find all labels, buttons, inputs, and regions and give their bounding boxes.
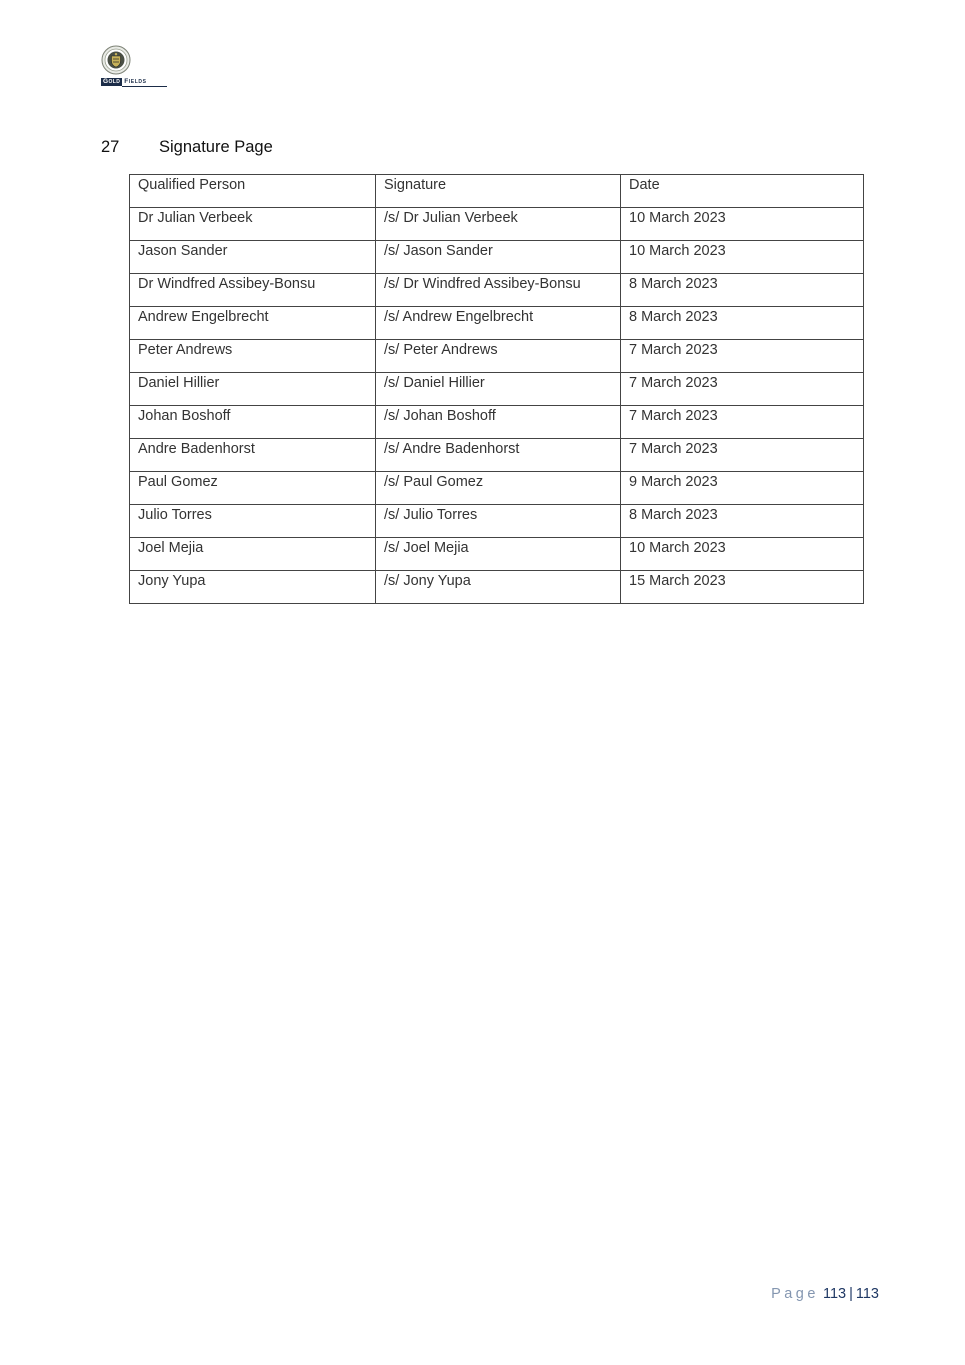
section-title: Signature Page [159,138,273,156]
cell-qualified-person: Paul Gomez [130,472,376,505]
cell-date: 10 March 2023 [621,538,864,571]
page-footer [771,1286,879,1302]
cell-qualified-person: Dr Julian Verbeek [130,208,376,241]
page-number: 113 [822,1286,847,1302]
section-heading [101,138,273,157]
header-qualified-person: Qualified Person [130,175,376,208]
table-row [130,340,864,373]
cell-date: 7 March 2023 [621,373,864,406]
cell-date: 10 March 2023 [621,208,864,241]
total-pages: 113 [855,1286,879,1302]
table-row [130,472,864,505]
signature-table [129,174,864,604]
cell-signature: /s/ Peter Andrews [376,340,621,373]
cell-signature: /s/ Jason Sander [376,241,621,274]
table-row [130,307,864,340]
cell-qualified-person: Dr Windfred Assibey-Bonsu [130,274,376,307]
header-signature: Signature [376,175,621,208]
table-row [130,571,864,604]
table-row [130,373,864,406]
cell-qualified-person: Julio Torres [130,505,376,538]
gold-fields-logo [101,45,167,87]
cell-signature: /s/ Joel Mejia [376,538,621,571]
cell-qualified-person: Joel Mejia [130,538,376,571]
cell-signature: /s/ Jony Yupa [376,571,621,604]
cell-signature: /s/ Julio Torres [376,505,621,538]
table-header-row [130,175,864,208]
cell-qualified-person: Andrew Engelbrecht [130,307,376,340]
cell-qualified-person: Andre Badenhorst [130,439,376,472]
table-row [130,274,864,307]
cell-date: 10 March 2023 [621,241,864,274]
page-separator: | [849,1286,853,1302]
cell-qualified-person: Daniel Hillier [130,373,376,406]
logo-text-gold: Gold [103,78,121,85]
gold-fields-seal-icon [101,45,131,75]
cell-qualified-person: Johan Boshoff [130,406,376,439]
logo-text-fields: Fields [122,78,167,87]
cell-signature: /s/ Paul Gomez [376,472,621,505]
section-number: 27 [101,138,120,156]
table-row [130,208,864,241]
cell-qualified-person: Peter Andrews [130,340,376,373]
cell-date: 7 March 2023 [621,340,864,373]
table-row [130,538,864,571]
cell-signature: /s/ Andrew Engelbrecht [376,307,621,340]
cell-date: 8 March 2023 [621,274,864,307]
cell-date: 8 March 2023 [621,505,864,538]
cell-date: 8 March 2023 [621,307,864,340]
cell-date: 7 March 2023 [621,439,864,472]
cell-date: 9 March 2023 [621,472,864,505]
cell-signature: /s/ Dr Julian Verbeek [376,208,621,241]
cell-signature: /s/ Daniel Hillier [376,373,621,406]
page-label: Page [771,1286,819,1302]
table-row [130,505,864,538]
table-row [130,439,864,472]
cell-qualified-person: Jony Yupa [130,571,376,604]
table-row [130,406,864,439]
cell-date: 7 March 2023 [621,406,864,439]
cell-date: 15 March 2023 [621,571,864,604]
cell-signature: /s/ Dr Windfred Assibey-Bonsu [376,274,621,307]
cell-signature: /s/ Andre Badenhorst [376,439,621,472]
header-date: Date [621,175,864,208]
table-row [130,241,864,274]
cell-qualified-person: Jason Sander [130,241,376,274]
cell-signature: /s/ Johan Boshoff [376,406,621,439]
